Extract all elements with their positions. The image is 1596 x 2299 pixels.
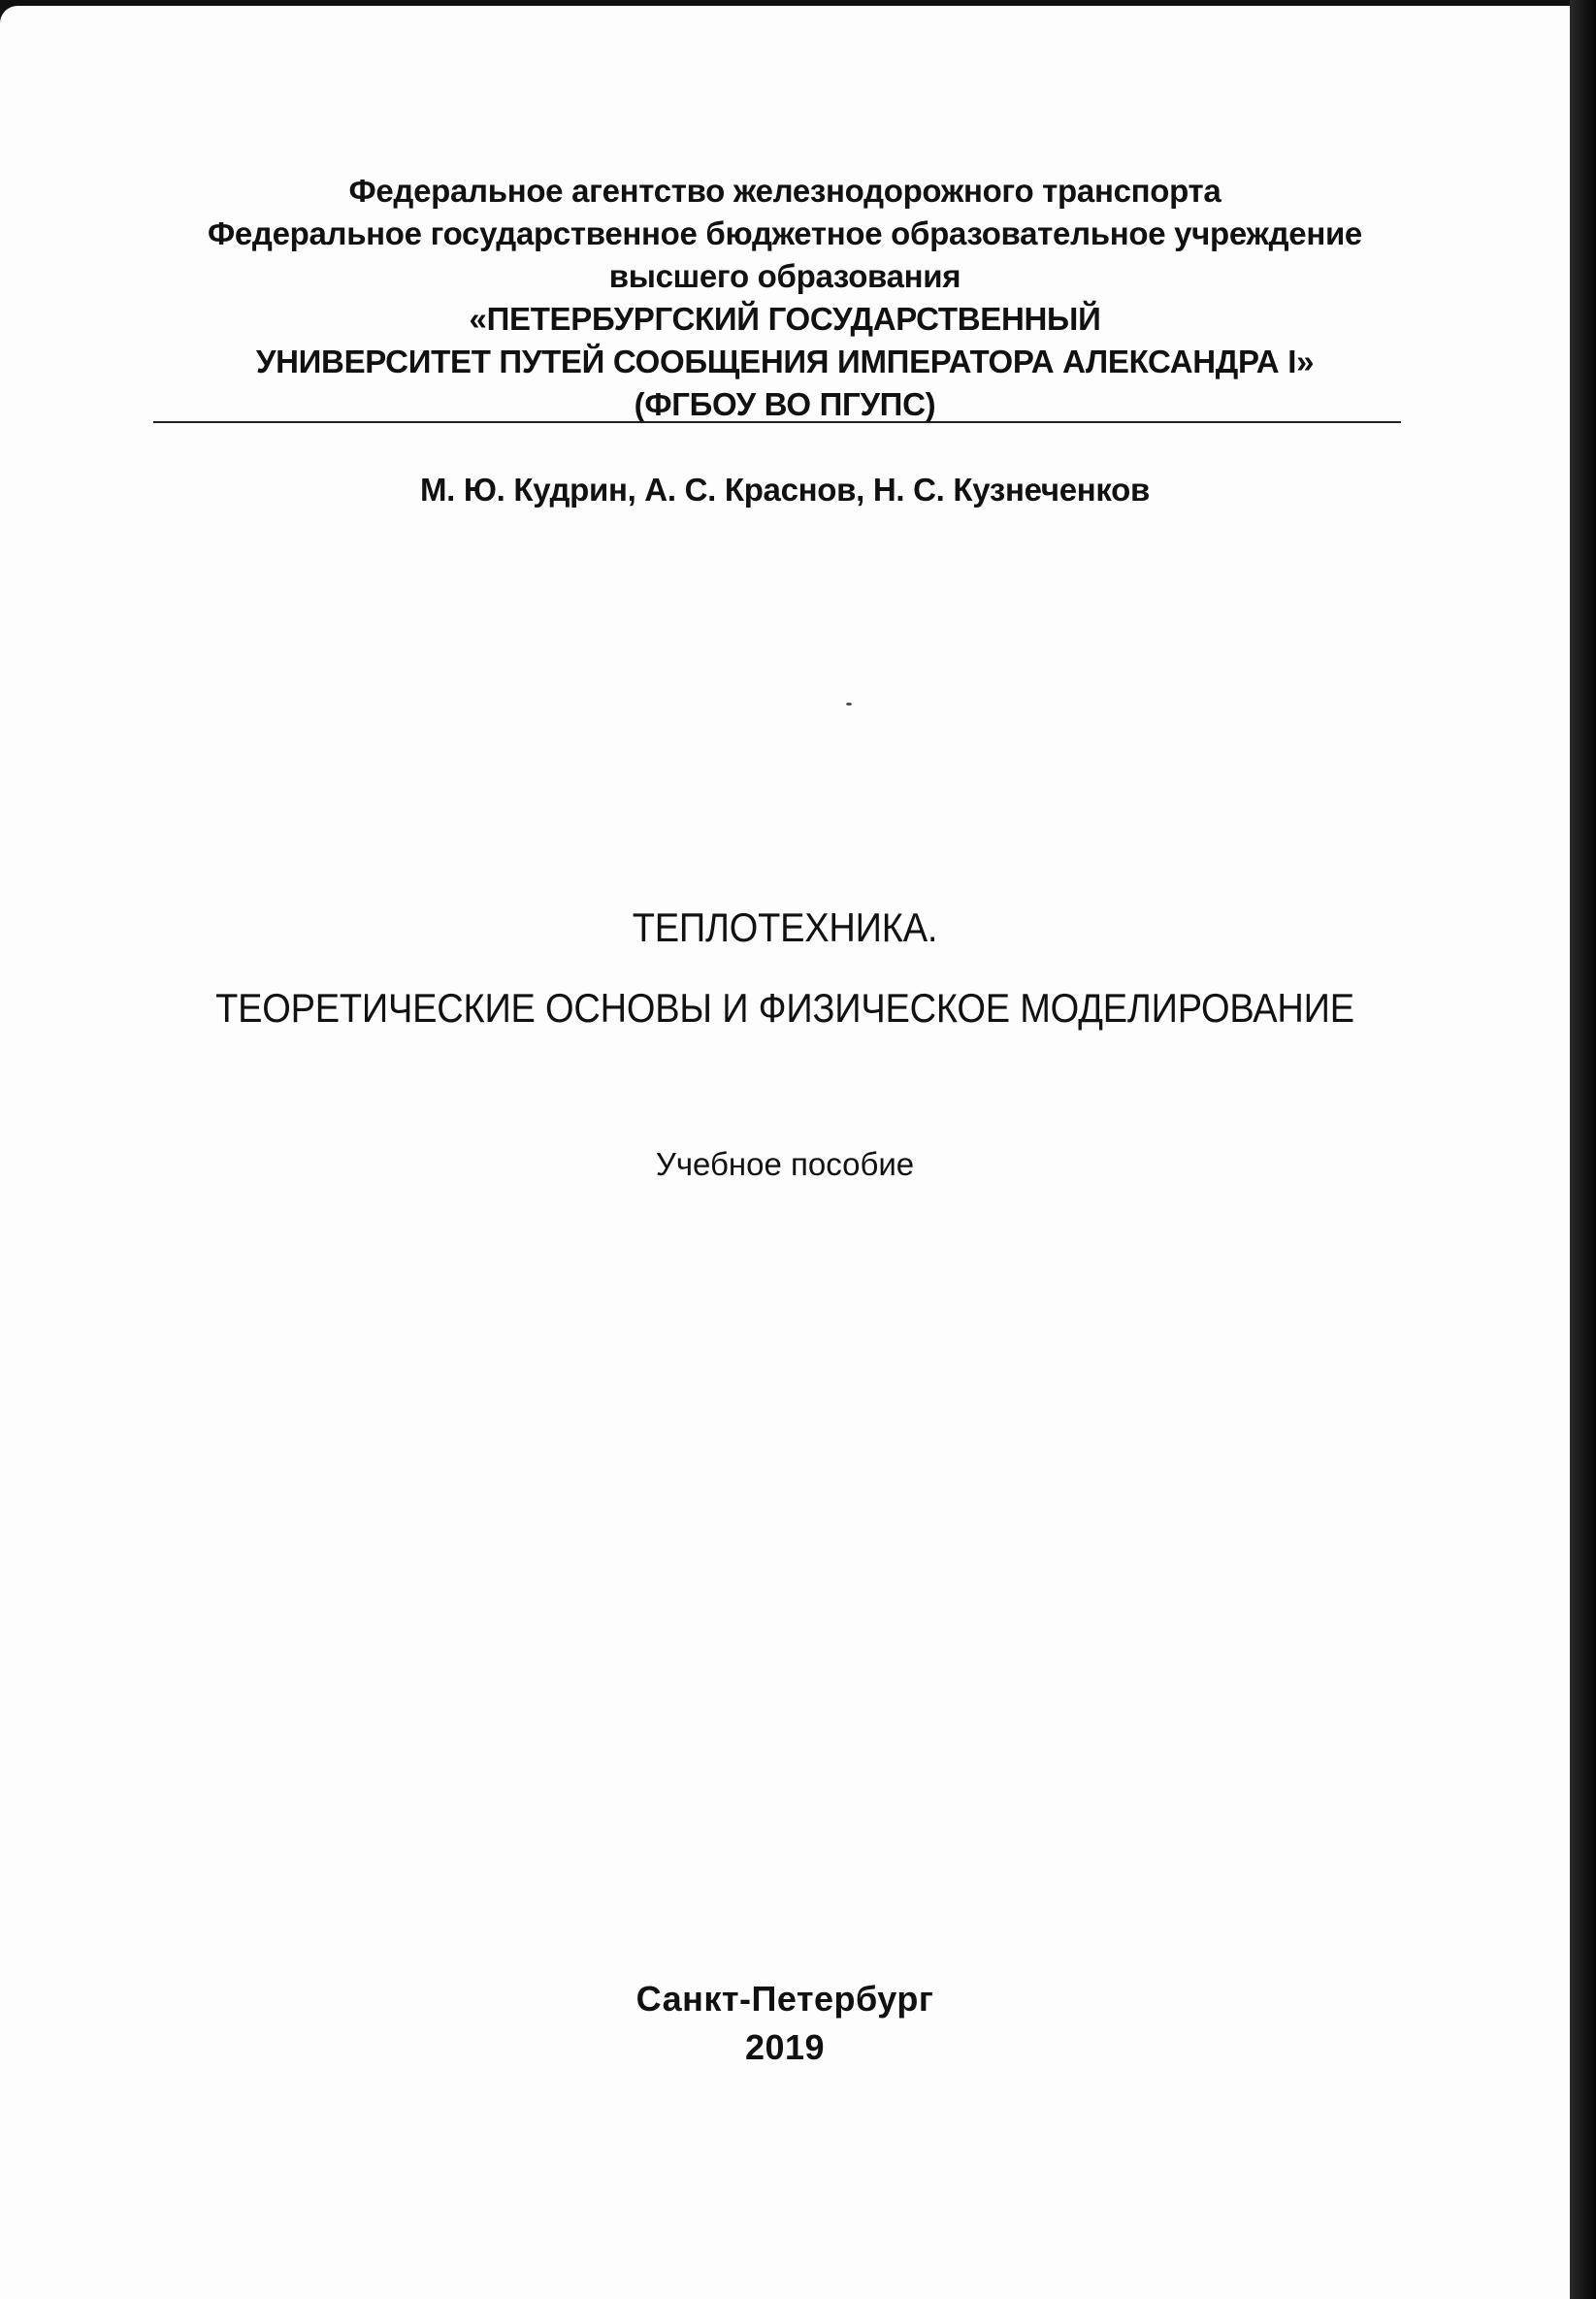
- book-title-line-1: ТЕПЛОТЕХНИКА.: [632, 905, 938, 952]
- title-page: [0, 6, 1570, 2299]
- agency-line: Федеральное агентство железнодорожного транспорта: [348, 173, 1221, 209]
- scan-border: [1570, 0, 1596, 2299]
- scan-speck: [846, 703, 852, 706]
- university-name-line-1: «ПЕТЕРБУРГСКИЙ ГОСУДАРСТВЕННЫЙ: [469, 301, 1101, 337]
- university-abbreviation: (ФГБОУ ВО ПГУПС): [634, 386, 936, 422]
- institution-type-line: Федеральное государственное бюджетное образовательное учреждение: [208, 215, 1362, 251]
- publication-year: 2019: [744, 2027, 826, 2067]
- header-divider: [153, 421, 1401, 423]
- book-title-line-2: ТЕОРЕТИЧЕСКИЕ ОСНОВЫ И ФИЗИЧЕСКОЕ МОДЕЛИРОВАНИЕ: [215, 986, 1354, 1033]
- university-name-line-2: УНИВЕРСИТЕТ ПУТЕЙ СООБЩЕНИЯ ИМПЕРАТОРА АЛЕКСАНДРА I»: [255, 344, 1315, 379]
- publication-city: Санкт-Петербург: [635, 1979, 934, 2019]
- education-level-line: высшего образования: [608, 258, 961, 294]
- authors: М. Ю. Кудрин, А. С. Краснов, Н. С. Кузнеченков: [419, 472, 1151, 508]
- document-type: Учебное пособие: [655, 1146, 915, 1182]
